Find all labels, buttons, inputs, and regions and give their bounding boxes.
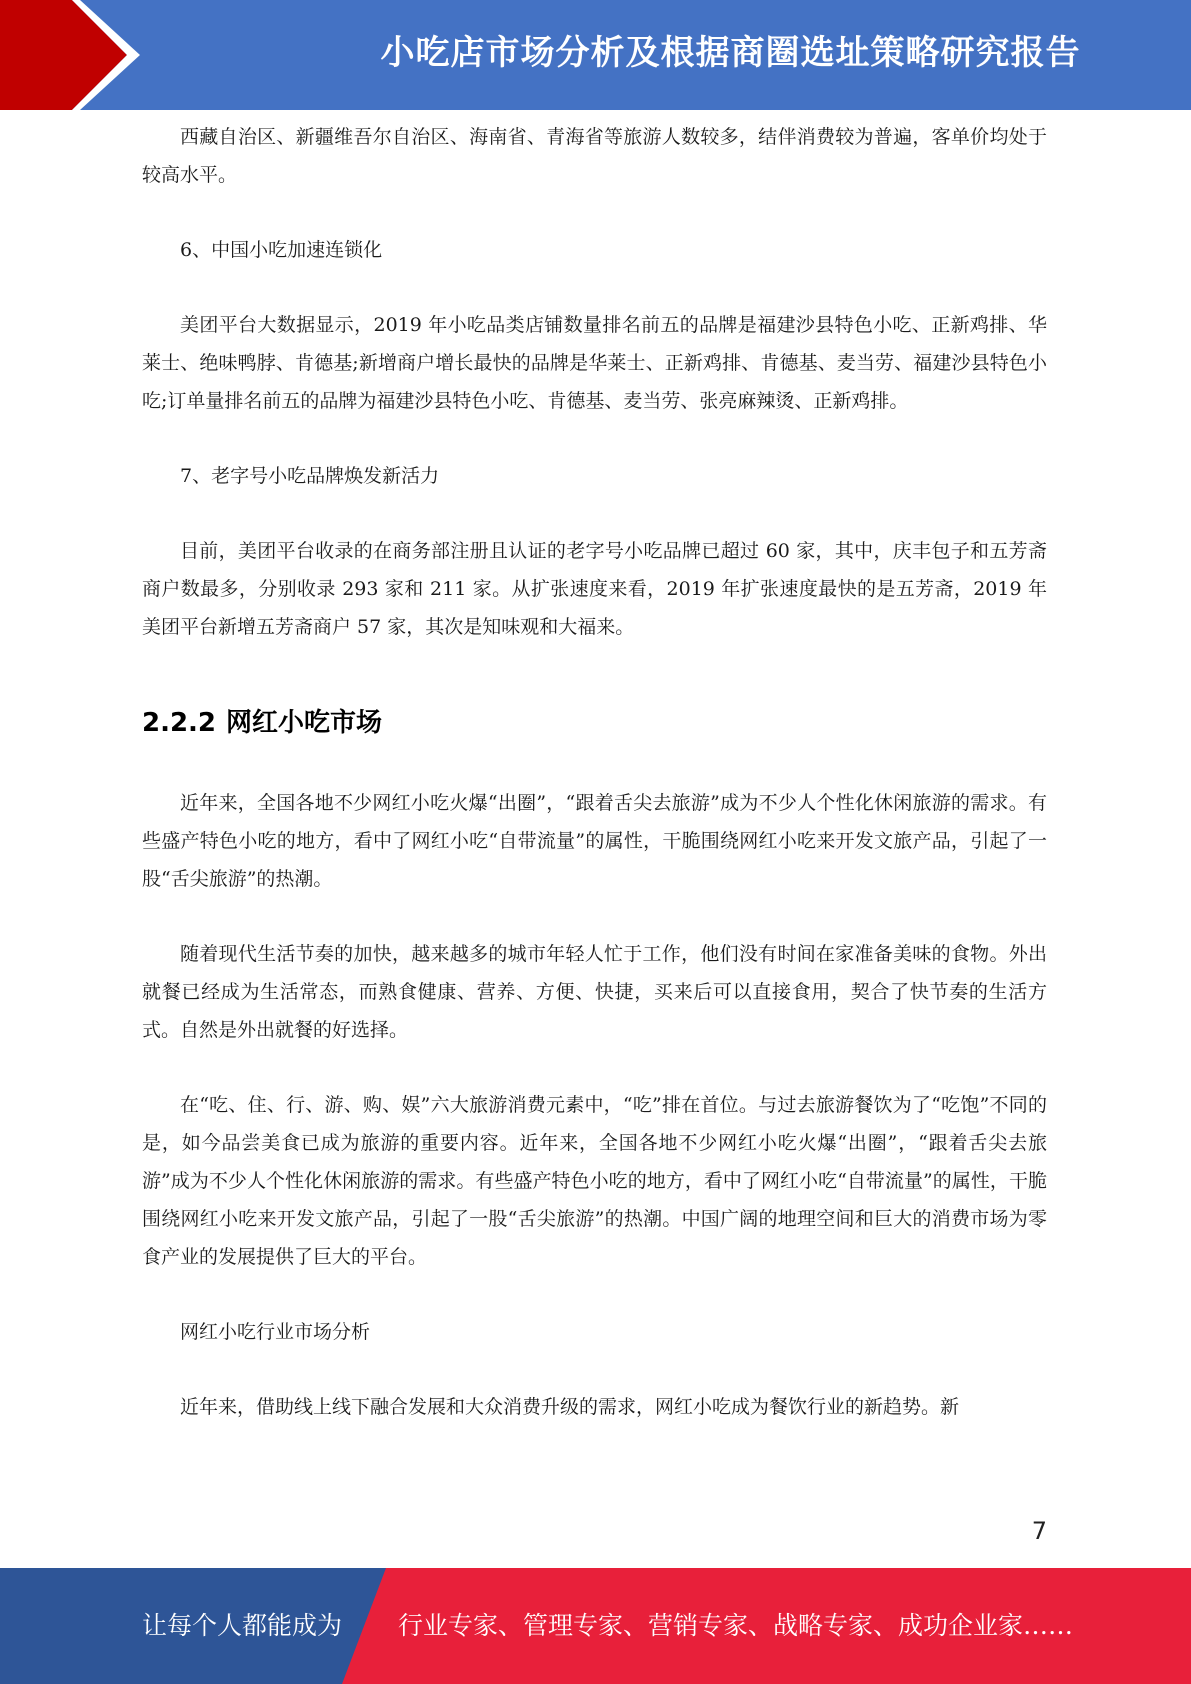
paragraph-intro: 西藏自治区、新疆维吾尔自治区、海南省、青海省等旅游人数较多，结伴消费较为普遍，客单价均处于较高水平。 — [142, 126, 1047, 186]
section-number: 2.2.2 — [142, 708, 217, 738]
page-header — [0, 0, 1191, 110]
paragraph-chain: 美团平台大数据显示，2019 年小吃品类店铺数量排名前五的品牌是福建沙县特色小吃、正新鸡排、华莱士、绝味鸭脖、肯德基;新增商户增长最快的品牌是华莱士、正新鸡排、肯德基、麦当劳、福建沙县特色小吃;订单量排名前五的品牌为福建沙县特色小吃、肯德基、麦当劳、张亮麻辣烫、正新鸡排。 — [142, 314, 1047, 412]
header-arrow-decoration — [0, 0, 160, 110]
report-body — [142, 118, 1047, 1463]
subheading-chain: 6、中国小吃加速连锁化 — [180, 239, 383, 261]
header-title: 小吃店市场分析及根据商圈选址策略研究报告 — [380, 33, 1081, 73]
paragraph-old-brands: 目前，美团平台收录的在商务部注册且认证的老字号小吃品牌已超过 60 家，其中，庆丰包子和五芳斋商户数最多，分别收录 293 家和 211 家。从扩张速度来看，2019 年扩张速度最快的是五芳斋，2019 年美团平台新增五芳斋商户 57 家，其次是知味观和大福来。 — [142, 540, 1047, 638]
footer-slogan-right: 行业专家、管理专家、营销专家、战略专家、成功企业家…… — [398, 1611, 1074, 1640]
paragraph-net-food-1: 近年来，全国各地不少网红小吃火爆“出圈”，“跟着舌尖去旅游”成为不少人个性化休闲旅游的需求。有些盛产特色小吃的地方，看中了网红小吃“自带流量”的属性，干脆围绕网红小吃来开发文旅产品，引起了一股“舌尖旅游”的热潮。 — [142, 792, 1047, 890]
paragraph-net-food-2: 随着现代生活节奏的加快，越来越多的城市年轻人忙于工作，他们没有时间在家准备美味的食物。外出就餐已经成为生活常态，而熟食健康、营养、方便、快捷，买来后可以直接食用，契合了快节奏的生活方式。自然是外出就餐的好选择。 — [142, 943, 1047, 1041]
footer-slogan-left: 让每个人都能成为 — [142, 1611, 343, 1640]
subheading-old-brands: 7、老字号小吃品牌焕发新活力 — [180, 465, 440, 487]
paragraph-net-food-3: 在“吃、住、行、游、购、娱”六大旅游消费元素中，“吃”排在首位。与过去旅游餐饮为了“吃饱”不同的是，如今品尝美食已成为旅游的重要内容。近年来，全国各地不少网红小吃火爆“出圈”，“跟着舌尖去旅游”成为不少人个性化休闲旅游的需求。有些盛产特色小吃的地方，看中了网红小吃“自带流量”的属性，干脆围绕网红小吃来开发文旅产品，引起了一股“舌尖旅游”的热潮。中国广阔的地理空间和巨大的消费市场为零食产业的发展提供了巨大的平台。 — [142, 1094, 1047, 1268]
paragraph-market-analysis: 近年来，借助线上线下融合发展和大众消费升级的需求，网红小吃成为餐饮行业的新趋势。新 — [180, 1396, 960, 1418]
section-heading — [142, 704, 1047, 742]
page-footer — [0, 1568, 1191, 1684]
page-number: 7 — [1031, 1517, 1047, 1545]
section-title: 网红小吃市场 — [226, 708, 383, 738]
subheading-market-analysis: 网红小吃行业市场分析 — [180, 1321, 371, 1343]
